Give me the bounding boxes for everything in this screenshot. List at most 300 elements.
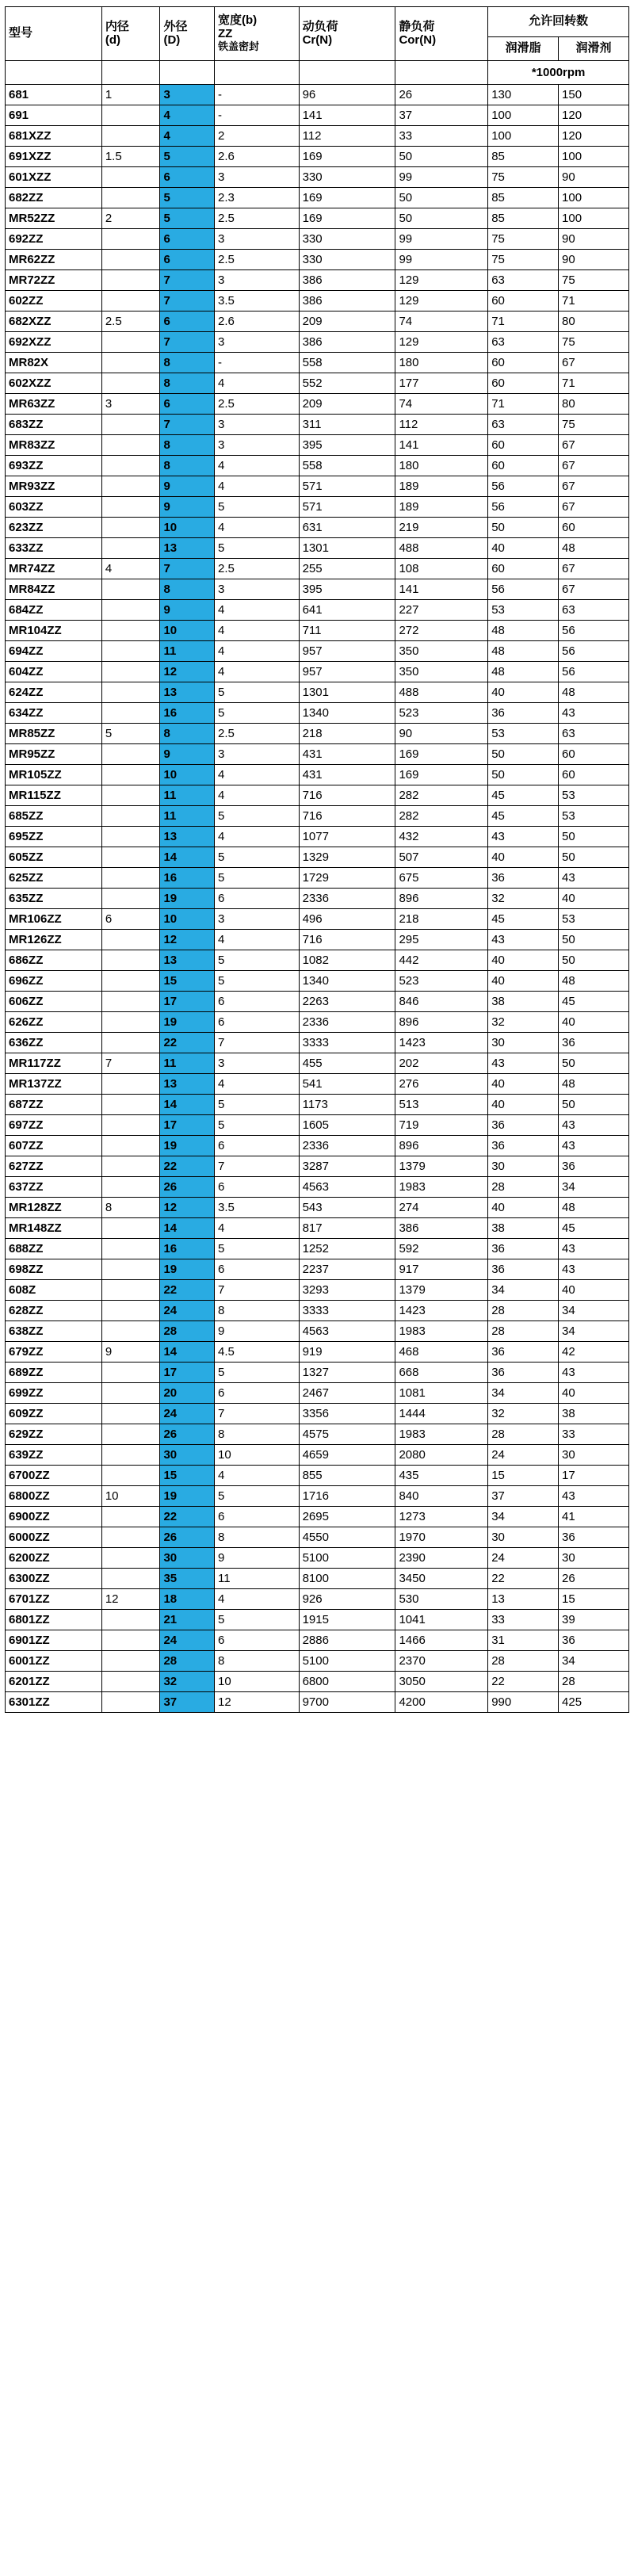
cell-rpm-oil: 36 [559, 1527, 629, 1548]
cell-inner-diameter [101, 682, 160, 703]
cell-inner-diameter [101, 1672, 160, 1692]
cell-rpm-grease: 31 [488, 1630, 559, 1651]
cell-width: 4 [214, 765, 299, 785]
header-spacer-dynamic-load [299, 61, 395, 85]
cell-dynamic-load: 2336 [299, 889, 395, 909]
cell-width: 4 [214, 827, 299, 847]
cell-rpm-oil: 34 [559, 1651, 629, 1672]
cell-static-load: 272 [395, 621, 488, 641]
cell-outer-diameter: 22 [160, 1280, 215, 1301]
cell-inner-diameter [101, 332, 160, 353]
cell-model: 679ZZ [6, 1342, 102, 1363]
cell-static-load: 1970 [395, 1527, 488, 1548]
cell-rpm-oil: 56 [559, 662, 629, 682]
cell-inner-diameter [101, 476, 160, 497]
cell-width: 5 [214, 1486, 299, 1507]
cell-rpm-oil: 34 [559, 1321, 629, 1342]
cell-rpm-oil: 100 [559, 147, 629, 167]
table-row [6, 827, 629, 847]
cell-rpm-oil: 90 [559, 250, 629, 270]
cell-width: 3 [214, 270, 299, 291]
cell-outer-diameter: 19 [160, 1259, 215, 1280]
cell-outer-diameter: 37 [160, 1692, 215, 1713]
cell-dynamic-load: 386 [299, 291, 395, 311]
cell-rpm-grease: 40 [488, 1095, 559, 1115]
cell-width: 6 [214, 1383, 299, 1404]
cell-rpm-grease: 33 [488, 1610, 559, 1630]
cell-outer-diameter: 17 [160, 1115, 215, 1136]
cell-width: 5 [214, 806, 299, 827]
cell-outer-diameter: 14 [160, 1095, 215, 1115]
table-row [6, 270, 629, 291]
cell-width: 4 [214, 373, 299, 394]
cell-static-load: 1273 [395, 1507, 488, 1527]
cell-outer-diameter: 16 [160, 703, 215, 724]
cell-model: 685ZZ [6, 806, 102, 827]
cell-rpm-grease: 53 [488, 600, 559, 621]
cell-rpm-grease: 63 [488, 415, 559, 435]
cell-rpm-oil: 43 [559, 1259, 629, 1280]
cell-static-load: 4200 [395, 1692, 488, 1713]
cell-inner-diameter [101, 1301, 160, 1321]
cell-outer-diameter: 19 [160, 1136, 215, 1156]
cell-width: 5 [214, 847, 299, 868]
cell-outer-diameter: 22 [160, 1507, 215, 1527]
cell-width: 3 [214, 229, 299, 250]
cell-inner-diameter [101, 105, 160, 126]
cell-inner-diameter [101, 270, 160, 291]
table-row [6, 353, 629, 373]
cell-static-load: 50 [395, 188, 488, 208]
cell-dynamic-load: 1327 [299, 1363, 395, 1383]
cell-outer-diameter: 32 [160, 1672, 215, 1692]
cell-model: 625ZZ [6, 868, 102, 889]
cell-rpm-oil: 67 [559, 476, 629, 497]
cell-rpm-oil: 150 [559, 85, 629, 105]
cell-inner-diameter [101, 1424, 160, 1445]
cell-outer-diameter: 26 [160, 1177, 215, 1198]
table-row [6, 1507, 629, 1527]
cell-outer-diameter: 7 [160, 270, 215, 291]
cell-inner-diameter [101, 641, 160, 662]
table-row [6, 1342, 629, 1363]
cell-static-load: 202 [395, 1053, 488, 1074]
cell-static-load: 917 [395, 1259, 488, 1280]
cell-model: 628ZZ [6, 1301, 102, 1321]
cell-model: MR106ZZ [6, 909, 102, 930]
cell-dynamic-load: 169 [299, 147, 395, 167]
cell-model: 6200ZZ [6, 1548, 102, 1569]
cell-static-load: 99 [395, 167, 488, 188]
cell-width: 2.6 [214, 311, 299, 332]
cell-width: 2.5 [214, 559, 299, 579]
cell-static-load: 282 [395, 785, 488, 806]
cell-model: 698ZZ [6, 1259, 102, 1280]
cell-inner-diameter [101, 662, 160, 682]
cell-static-load: 2080 [395, 1445, 488, 1466]
table-row [6, 1218, 629, 1239]
cell-static-load: 488 [395, 538, 488, 559]
table-row [6, 1156, 629, 1177]
cell-rpm-grease: 71 [488, 311, 559, 332]
cell-model: 6901ZZ [6, 1630, 102, 1651]
cell-static-load: 668 [395, 1363, 488, 1383]
cell-model: MR117ZZ [6, 1053, 102, 1074]
table-row [6, 1445, 629, 1466]
cell-model: 635ZZ [6, 889, 102, 909]
table-row [6, 1033, 629, 1053]
cell-model: 682XZZ [6, 311, 102, 332]
cell-inner-diameter [101, 1527, 160, 1548]
cell-rpm-grease: 50 [488, 744, 559, 765]
cell-rpm-grease: 75 [488, 229, 559, 250]
cell-rpm-grease: 60 [488, 559, 559, 579]
cell-static-load: 169 [395, 744, 488, 765]
cell-dynamic-load: 5100 [299, 1651, 395, 1672]
cell-width: 2.5 [214, 394, 299, 415]
cell-outer-diameter: 22 [160, 1033, 215, 1053]
cell-rpm-grease: 75 [488, 250, 559, 270]
cell-rpm-oil: 43 [559, 1363, 629, 1383]
cell-model: 608Z [6, 1280, 102, 1301]
cell-width: - [214, 85, 299, 105]
cell-dynamic-load: 571 [299, 476, 395, 497]
cell-dynamic-load: 716 [299, 785, 395, 806]
cell-width: 8 [214, 1424, 299, 1445]
cell-rpm-grease: 24 [488, 1445, 559, 1466]
cell-static-load: 50 [395, 147, 488, 167]
cell-model: MR74ZZ [6, 559, 102, 579]
cell-rpm-oil: 71 [559, 291, 629, 311]
cell-model: MR82X [6, 353, 102, 373]
cell-width: 6 [214, 1136, 299, 1156]
cell-width: 7 [214, 1033, 299, 1053]
cell-rpm-oil: 45 [559, 992, 629, 1012]
cell-rpm-grease: 100 [488, 105, 559, 126]
table-row [6, 85, 629, 105]
cell-rpm-grease: 30 [488, 1033, 559, 1053]
cell-rpm-grease: 30 [488, 1527, 559, 1548]
table-row [6, 641, 629, 662]
cell-width: 5 [214, 1115, 299, 1136]
table-row [6, 930, 629, 950]
dynamic-load-label-line1: 动负荷 [302, 19, 338, 33]
cell-rpm-grease: 130 [488, 85, 559, 105]
cell-static-load: 488 [395, 682, 488, 703]
table-row [6, 559, 629, 579]
cell-static-load: 295 [395, 930, 488, 950]
cell-width: 4 [214, 600, 299, 621]
cell-width: 9 [214, 1321, 299, 1342]
cell-model: 681XZZ [6, 126, 102, 147]
cell-inner-diameter [101, 1466, 160, 1486]
cell-model: 691 [6, 105, 102, 126]
table-row [6, 1095, 629, 1115]
cell-rpm-oil: 34 [559, 1301, 629, 1321]
cell-width: 2.6 [214, 147, 299, 167]
cell-dynamic-load: 209 [299, 311, 395, 332]
cell-inner-diameter [101, 1033, 160, 1053]
cell-inner-diameter [101, 1095, 160, 1115]
cell-inner-diameter [101, 806, 160, 827]
cell-width: 5 [214, 1610, 299, 1630]
cell-inner-diameter [101, 1651, 160, 1672]
cell-model: 604ZZ [6, 662, 102, 682]
cell-static-load: 37 [395, 105, 488, 126]
cell-inner-diameter [101, 930, 160, 950]
cell-inner-diameter: 5 [101, 724, 160, 744]
cell-model: 692ZZ [6, 229, 102, 250]
cell-rpm-oil: 48 [559, 682, 629, 703]
cell-dynamic-load: 1301 [299, 538, 395, 559]
cell-rpm-oil: 53 [559, 909, 629, 930]
cell-dynamic-load: 496 [299, 909, 395, 930]
cell-inner-diameter: 6 [101, 909, 160, 930]
cell-rpm-oil: 36 [559, 1033, 629, 1053]
cell-outer-diameter: 18 [160, 1589, 215, 1610]
table-row [6, 435, 629, 456]
cell-static-load: 99 [395, 250, 488, 270]
cell-model: 6000ZZ [6, 1527, 102, 1548]
cell-outer-diameter: 6 [160, 250, 215, 270]
column-header-outer-diameter [160, 7, 215, 61]
table-row [6, 971, 629, 992]
cell-inner-diameter [101, 1074, 160, 1095]
cell-outer-diameter: 24 [160, 1630, 215, 1651]
cell-rpm-grease: 34 [488, 1507, 559, 1527]
cell-dynamic-load: 957 [299, 662, 395, 682]
header-spacer-inner-diameter [101, 61, 160, 85]
cell-inner-diameter [101, 1404, 160, 1424]
column-header-rpm-group [488, 7, 629, 37]
cell-outer-diameter: 12 [160, 930, 215, 950]
cell-width: 9 [214, 1548, 299, 1569]
cell-rpm-oil: 39 [559, 1610, 629, 1630]
cell-rpm-oil: 50 [559, 930, 629, 950]
cell-width: 5 [214, 1239, 299, 1259]
cell-rpm-grease: 43 [488, 827, 559, 847]
cell-static-load: 1379 [395, 1156, 488, 1177]
column-header-width [214, 7, 299, 61]
cell-outer-diameter: 30 [160, 1548, 215, 1569]
cell-dynamic-load: 4563 [299, 1321, 395, 1342]
cell-model: 693ZZ [6, 456, 102, 476]
cell-dynamic-load: 1252 [299, 1239, 395, 1259]
cell-static-load: 141 [395, 435, 488, 456]
cell-rpm-grease: 36 [488, 1115, 559, 1136]
table-row [6, 1527, 629, 1548]
cell-model: 6700ZZ [6, 1466, 102, 1486]
cell-model: 699ZZ [6, 1383, 102, 1404]
cell-width: 4 [214, 641, 299, 662]
cell-dynamic-load: 541 [299, 1074, 395, 1095]
column-header-model [6, 7, 102, 61]
cell-dynamic-load: 386 [299, 270, 395, 291]
cell-rpm-grease: 36 [488, 868, 559, 889]
table-row [6, 415, 629, 435]
cell-rpm-grease: 85 [488, 188, 559, 208]
cell-static-load: 129 [395, 270, 488, 291]
cell-outer-diameter: 22 [160, 1156, 215, 1177]
cell-static-load: 592 [395, 1239, 488, 1259]
cell-width: 6 [214, 1630, 299, 1651]
cell-inner-diameter [101, 950, 160, 971]
table-row [6, 147, 629, 167]
static-load-label-line1: 静负荷 [399, 19, 435, 33]
cell-model: MR137ZZ [6, 1074, 102, 1095]
cell-model: 684ZZ [6, 600, 102, 621]
table-row [6, 291, 629, 311]
cell-width: 7 [214, 1156, 299, 1177]
cell-static-load: 274 [395, 1198, 488, 1218]
table-row [6, 909, 629, 930]
cell-outer-diameter: 19 [160, 1486, 215, 1507]
cell-static-load: 675 [395, 868, 488, 889]
column-header-static-load [395, 7, 488, 61]
column-header-oil [559, 37, 629, 61]
cell-rpm-oil: 90 [559, 229, 629, 250]
cell-model: 633ZZ [6, 538, 102, 559]
cell-dynamic-load: 386 [299, 332, 395, 353]
cell-outer-diameter: 10 [160, 621, 215, 641]
cell-rpm-oil: 75 [559, 270, 629, 291]
cell-inner-diameter: 2.5 [101, 311, 160, 332]
cell-static-load: 1423 [395, 1033, 488, 1053]
cell-rpm-oil: 26 [559, 1569, 629, 1589]
cell-inner-diameter [101, 1115, 160, 1136]
cell-static-load: 435 [395, 1466, 488, 1486]
cell-rpm-oil: 40 [559, 1383, 629, 1404]
cell-dynamic-load: 431 [299, 765, 395, 785]
cell-model: 639ZZ [6, 1445, 102, 1466]
cell-static-load: 219 [395, 518, 488, 538]
table-row [6, 847, 629, 868]
cell-width: 2.5 [214, 208, 299, 229]
table-row [6, 105, 629, 126]
cell-dynamic-load: 558 [299, 353, 395, 373]
cell-rpm-oil: 30 [559, 1548, 629, 1569]
cell-outer-diameter: 8 [160, 579, 215, 600]
cell-rpm-oil: 75 [559, 332, 629, 353]
outer-diameter-label-line1: 外径 [163, 19, 188, 33]
cell-inner-diameter [101, 827, 160, 847]
cell-static-load: 1983 [395, 1321, 488, 1342]
cell-rpm-grease: 990 [488, 1692, 559, 1713]
cell-model: 691XZZ [6, 147, 102, 167]
cell-rpm-grease: 50 [488, 518, 559, 538]
cell-outer-diameter: 5 [160, 147, 215, 167]
cell-dynamic-load: 1329 [299, 847, 395, 868]
cell-rpm-oil: 34 [559, 1177, 629, 1198]
cell-inner-diameter [101, 229, 160, 250]
cell-outer-diameter: 12 [160, 662, 215, 682]
cell-model: 697ZZ [6, 1115, 102, 1136]
cell-dynamic-load: 2263 [299, 992, 395, 1012]
cell-dynamic-load: 3287 [299, 1156, 395, 1177]
cell-outer-diameter: 10 [160, 909, 215, 930]
cell-inner-diameter [101, 1239, 160, 1259]
cell-rpm-oil: 15 [559, 1589, 629, 1610]
cell-dynamic-load: 141 [299, 105, 395, 126]
cell-model: MR126ZZ [6, 930, 102, 950]
cell-rpm-oil: 100 [559, 188, 629, 208]
cell-rpm-oil: 80 [559, 311, 629, 332]
cell-model: MR72ZZ [6, 270, 102, 291]
cell-width: 8 [214, 1651, 299, 1672]
cell-outer-diameter: 15 [160, 971, 215, 992]
cell-model: 605ZZ [6, 847, 102, 868]
cell-model: 638ZZ [6, 1321, 102, 1342]
cell-rpm-oil: 36 [559, 1630, 629, 1651]
cell-outer-diameter: 4 [160, 126, 215, 147]
cell-static-load: 523 [395, 703, 488, 724]
cell-dynamic-load: 112 [299, 126, 395, 147]
cell-rpm-grease: 24 [488, 1548, 559, 1569]
cell-model: 695ZZ [6, 827, 102, 847]
cell-rpm-grease: 38 [488, 1218, 559, 1239]
cell-dynamic-load: 255 [299, 559, 395, 579]
cell-width: 2.5 [214, 724, 299, 744]
cell-dynamic-load: 1301 [299, 682, 395, 703]
cell-dynamic-load: 8100 [299, 1569, 395, 1589]
cell-dynamic-load: 2886 [299, 1630, 395, 1651]
table-row [6, 538, 629, 559]
cell-outer-diameter: 9 [160, 497, 215, 518]
cell-dynamic-load: 711 [299, 621, 395, 641]
table-row [6, 1321, 629, 1342]
table-row [6, 785, 629, 806]
cell-outer-diameter: 15 [160, 1466, 215, 1486]
table-row [6, 1404, 629, 1424]
cell-outer-diameter: 26 [160, 1424, 215, 1445]
cell-inner-diameter [101, 868, 160, 889]
cell-outer-diameter: 35 [160, 1569, 215, 1589]
header-spacer-outer-diameter [160, 61, 215, 85]
cell-rpm-grease: 40 [488, 847, 559, 868]
cell-static-load: 840 [395, 1486, 488, 1507]
table-row [6, 868, 629, 889]
cell-model: 681 [6, 85, 102, 105]
table-row [6, 1383, 629, 1404]
cell-outer-diameter: 4 [160, 105, 215, 126]
cell-dynamic-load: 571 [299, 497, 395, 518]
cell-rpm-oil: 43 [559, 1136, 629, 1156]
cell-outer-diameter: 6 [160, 311, 215, 332]
cell-dynamic-load: 3333 [299, 1033, 395, 1053]
cell-model: 692XZZ [6, 332, 102, 353]
cell-width: 5 [214, 703, 299, 724]
cell-static-load: 169 [395, 765, 488, 785]
cell-rpm-oil: 36 [559, 1156, 629, 1177]
cell-rpm-oil: 42 [559, 1342, 629, 1363]
cell-model: 636ZZ [6, 1033, 102, 1053]
cell-outer-diameter: 28 [160, 1321, 215, 1342]
cell-rpm-oil: 50 [559, 1095, 629, 1115]
cell-inner-diameter [101, 1012, 160, 1033]
cell-dynamic-load: 716 [299, 806, 395, 827]
cell-width: 8 [214, 1527, 299, 1548]
cell-rpm-grease: 22 [488, 1569, 559, 1589]
cell-outer-diameter: 10 [160, 518, 215, 538]
cell-inner-diameter [101, 1156, 160, 1177]
cell-rpm-grease: 43 [488, 1053, 559, 1074]
cell-width: 6 [214, 889, 299, 909]
table-row [6, 1115, 629, 1136]
cell-rpm-oil: 425 [559, 1692, 629, 1713]
cell-width: 6 [214, 1259, 299, 1280]
width-label-line3: 铁盖密封 [217, 40, 259, 53]
cell-inner-diameter [101, 1630, 160, 1651]
